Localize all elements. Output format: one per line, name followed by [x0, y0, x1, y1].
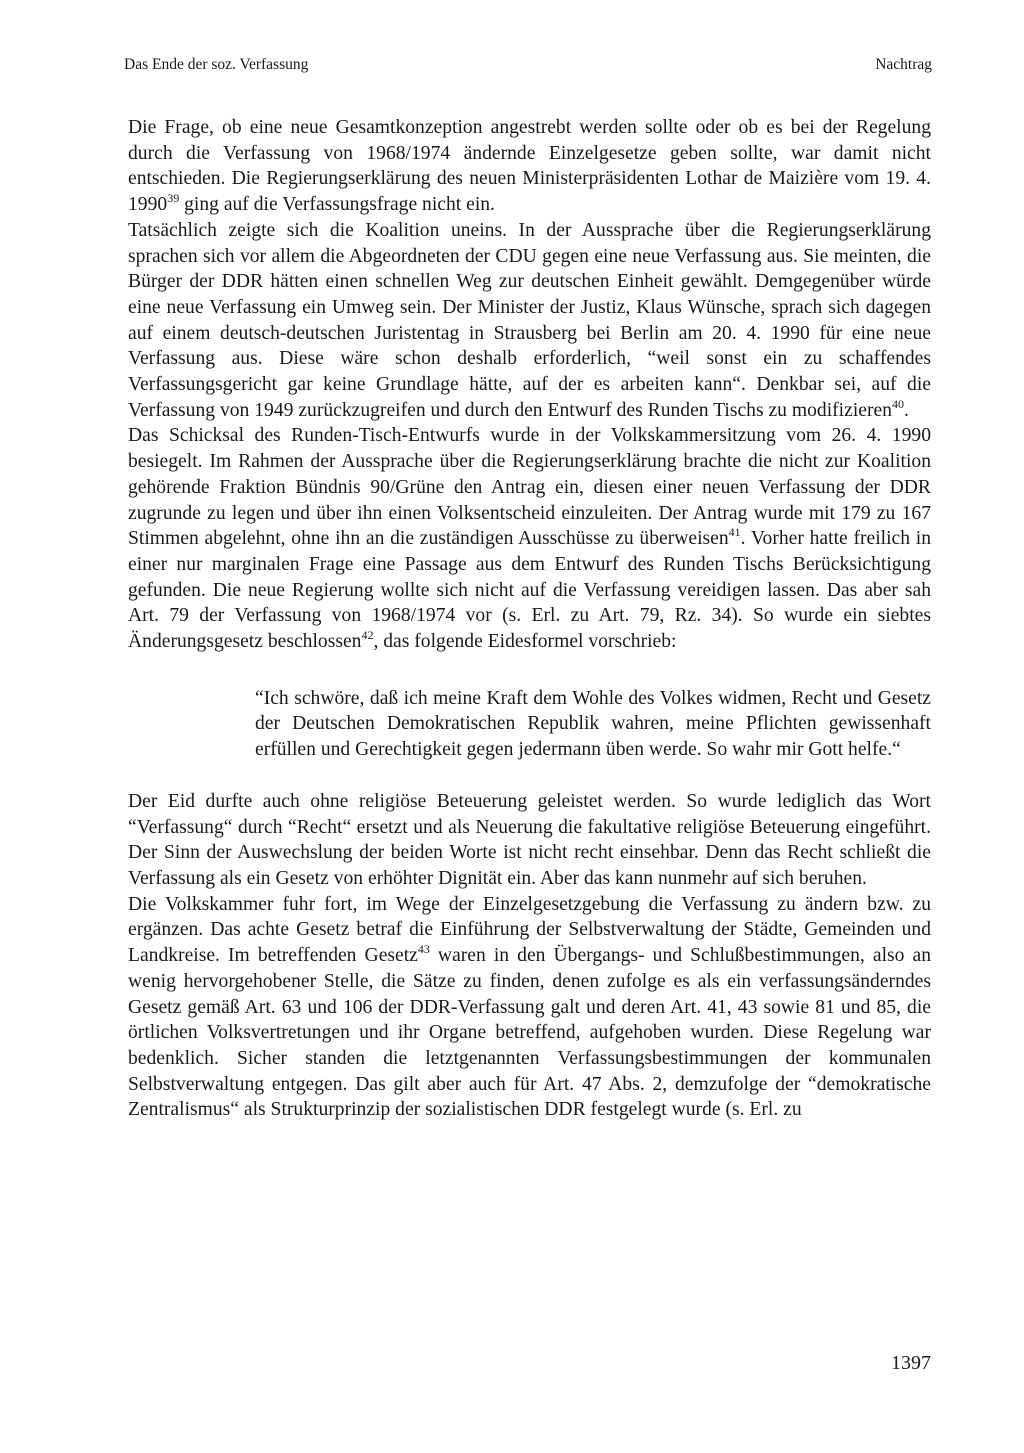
paragraph-1-text-end: ging auf die Verfassungsfrage nicht ein.	[179, 194, 495, 216]
header-section-title: Nachtrag	[875, 56, 932, 73]
paragraph-2-text: Tatsächlich zeigte sich die Koalition uneins. In der Aussprache über die Regierungserklärung sprachen sich vor allem die Abgeordneten der CDU gegen eine neue Verfassung aus. Sie meinten, die Bürger der DDR hätten einen schnellen Weg zur deutschen Einheit gewählt. Demgegenüber würde eine neue Verfassung ein Umweg sein. Der Minister der Justiz, Klaus Wünsche, sprach sich dagegen auf einem deutsch-deutschen Juristentag in Strausberg bei Berlin am 20. 4. 1990 für eine neue Verfassung aus. Diese wäre schon deshalb erforderlich, “weil sonst ein zu schaffendes Verfassungsgericht gar keine Grundlage hätte, auf der es arbeiten kann“. Denkbar sei, auf die Verfassung von 1949 zurückzugreifen und durch den Entwurf des Runden Tischs zu modifizieren	[128, 219, 931, 421]
paragraph-1	[128, 115, 931, 218]
running-header	[124, 56, 932, 80]
header-chapter-title: Das Ende der soz. Verfassung	[124, 56, 309, 73]
paragraph-1-text: Die Frage, ob eine neue Gesamtkonzeption angestrebt werden sollte oder ob es bei der Regelung durch die Verfassung von 1968/1974 ändernde Einzelgesetze geben sollte, war damit nicht entschieden. Die Regierungserklärung des neuen Ministerpräsidenten Lothar de Maizière vom 19. 4. 1990	[128, 117, 931, 216]
footnote-ref-42: 42	[361, 628, 374, 643]
body-text	[128, 115, 931, 1123]
paragraph-5	[128, 892, 931, 1123]
paragraph-3-text-end: , das folgende Eidesformel vorschrieb:	[373, 631, 677, 653]
paragraph-2	[128, 218, 931, 424]
paragraph-4: Der Eid durfte auch ohne religiöse Beteuerung geleistet werden. So wurde lediglich das Wort “Verfassung“ durch “Recht“ ersetzt und als Neuerung die fakultative religiöse Beteuerung eingeführt. Der Sinn der Auswechslung der beiden Worte ist nicht recht einsehbar. Denn das Recht schließt die Verfassung als ein Gesetz von erhöhter Dignität ein. Aber das kann nunmehr auf sich beruhen.	[128, 790, 931, 889]
footnote-ref-41: 41	[728, 525, 741, 540]
paragraph-3-text: Das Schicksal des Runden-Tisch-Entwurfs wurde in der Volkskammersitzung vom 26. 4. 1990 besiegelt. Im Rahmen der Aussprache über die Regierungserklärung brachte die nicht zur Koalition gehörende Fraktion Bündnis 90/Grüne den Antrag ein, diesen einer neuen Verfassung der DDR zugrunde zu legen und über ihn einen Volksentscheid einzuleiten. Der Antrag wurde mit 179 zu 167 Stimmen abgelehnt, ohne ihn an die zuständigen Ausschüsse zu überweisen	[128, 425, 931, 550]
paragraph-3-text-mid: . Vorher hatte freilich in einer nur marginalen Frage eine Passage aus dem Entwurf des Runden Tischs Berücksichtigung gefunden. Die neue Regierung wollte sich nicht auf die Verfassung vereidigen lassen. Das aber sah Art. 79 der Verfassung von 1968/1974 vor (s. Erl. zu Art. 79, Rz. 34). So wurde ein siebtes Änderungsgesetz beschlossen	[128, 528, 931, 653]
footnote-ref-40: 40	[891, 396, 904, 411]
paragraph-5-text-end: waren in den Übergangs- und Schlußbestimmungen, also an wenig hervorgehobener Stelle, die Sätze zu finden, denen zufolge es als ein verfassungsänderndes Gesetz gemäß Art. 63 und 106 der DDR-Verfassung galt und deren Art. 41, 43 sowie 81 und 85, die örtlichen Volksvertretungen und ihr Organe betreffend, aufgehoben wurden. Diese Regelung war bedenklich. Sicher standen die letztgenannten Verfassungsbestimmungen der kommunalen Selbstverwaltung entgegen. Das gilt aber auch für Art. 47 Abs. 2, demzufolge der “demokratische Zentralismus“ als Strukturprinzip der sozialistischen DDR festgelegt wurde (s. Erl. zu	[128, 945, 931, 1121]
paragraph-3	[128, 423, 931, 654]
oath-quote: “Ich schwöre, daß ich meine Kraft dem Wohle des Volkes widmen, Recht und Gesetz der Deutschen Demokratischen Republik wahren, meine Pflichten gewissenhaft erfüllen und Gerechtigkeit gegen jedermann üben werde. So wahr mir Gott helfe.“	[255, 687, 931, 761]
footnote-ref-39: 39	[167, 191, 180, 206]
page-number: 1397	[891, 1352, 931, 1374]
footnote-ref-43: 43	[417, 942, 430, 957]
paragraph-2-text-end: .	[903, 399, 909, 421]
paragraph-5-text: Die Volkskammer fuhr fort, im Wege der Einzelgesetzgebung die Verfassung zu ändern bzw. zu ergänzen. Das achte Gesetz betraf die Einführung der Selbstverwaltung der Städte, Gemeinden und Landkreise. Im betreffenden Gesetz	[128, 893, 931, 967]
